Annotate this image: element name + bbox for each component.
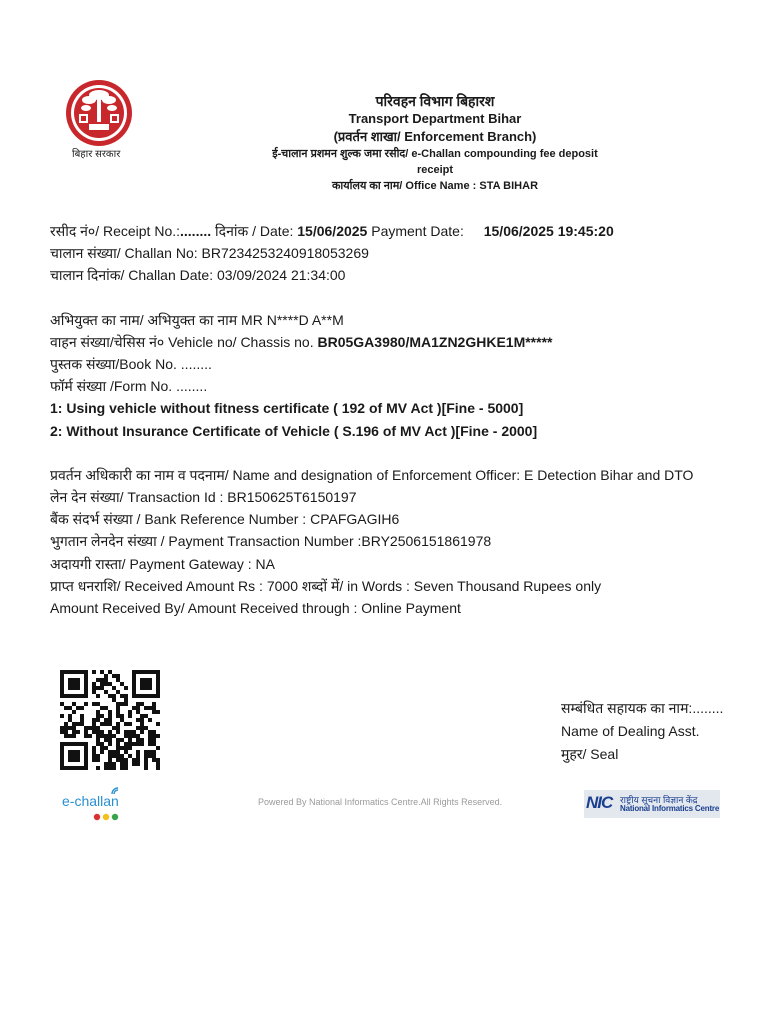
book-no: पुस्तक संख्या/Book No. ........ — [50, 356, 212, 373]
challan-no: चालान संख्या/ Challan No: BR7234253240918053269 — [50, 245, 369, 262]
receipt-header — [160, 92, 710, 194]
received-amount: प्राप्त धनराशि/ Received Amount Rs : 7000 शब्दों में/ in Words : Seven Thousand Rupees only — [50, 577, 602, 594]
nic-hindi-name: राष्ट्रीय सूचना विज्ञान केंद्र — [620, 795, 698, 805]
office-name: कार्यालय का नाम/ Office Name : STA BIHAR — [331, 180, 539, 192]
accused-name: अभियुक्त का नाम/ अभियुक्त का नाम MR N****D A**M — [50, 311, 344, 328]
payment-date: 15/06/2025 19:45:20 — [483, 223, 614, 239]
receipt-title-continued: receipt — [416, 164, 454, 176]
offence-1: 1: Using vehicle without fitness certificate ( 192 of MV Act )[Fine - 5000] — [50, 400, 524, 417]
received-through: Amount Received By/ Amount Received through : Online Payment — [50, 600, 461, 617]
payment-date-label: Payment Date: — [371, 223, 464, 239]
vehicle-label: वाहन संख्या/चेसिस नं० Vehicle no/ Chassis no. — [50, 333, 314, 350]
challan-date: चालान दिनांक/ Challan Date: 03/09/2024 21:34:00 — [50, 267, 346, 284]
vehicle-line — [50, 331, 730, 353]
vehicle-number: BR05GA3980/MA1ZN2GHKE1M***** — [317, 333, 553, 350]
echallan-wordmark: e-challan — [62, 793, 119, 809]
payment-gateway: अदायगी रास्ता/ Payment Gateway : NA — [50, 555, 275, 572]
receipt-no-label: रसीद नं०/ Receipt No.: — [50, 223, 181, 239]
dealing-assistant-name: सम्बंधित सहायक का नाम:........ — [561, 700, 724, 716]
receipt-no: ........ — [180, 223, 212, 239]
logo-caption: बिहार सरकार — [72, 149, 121, 160]
date-label: दिनांक / Date: — [215, 223, 294, 239]
nic-logo — [584, 790, 720, 818]
qr-code — [60, 670, 160, 770]
nic-mark: NIC — [586, 793, 613, 812]
bank-reference: बैंक संदर्भ संख्या / Bank Reference Number : CPAFGAGIH6 — [50, 511, 400, 528]
powered-by-text: Powered By National Informatics Centre.All Rights Reserved. — [258, 797, 503, 807]
bihar-government-emblem — [64, 78, 134, 148]
receipt-date: 15/06/2025 — [297, 223, 368, 239]
receipt-body — [50, 220, 730, 619]
offence-2: 2: Without Insurance Certificate of Vehicle ( S.196 of MV Act )[Fine - 2000] — [50, 422, 538, 439]
nic-english-name: National Informatics Centre — [620, 804, 720, 813]
payment-transaction-number: भुगतान लेनदेन संख्या / Payment Transaction Number :BRY2506151861978 — [50, 533, 492, 550]
receipt-title: ई-चालान प्रशमन शुल्क जमा रसीद/ e-Challan compounding fee deposit — [272, 148, 598, 160]
dealing-assistant-label: Name of Dealing Asst. — [561, 723, 700, 739]
echallan-logo — [60, 786, 130, 822]
seal-label: मुहर/ Seal — [561, 746, 619, 762]
department-english: Transport Department Bihar — [348, 111, 522, 126]
transaction-id: लेन देन संख्या/ Transaction Id : BR150625T6150197 — [50, 489, 357, 506]
form-no: फॉर्म संख्या /Form No. ........ — [50, 378, 208, 395]
enforcement-branch: (प्रवर्तन शाखा/ Enforcement Branch) — [333, 129, 537, 144]
department-hindi: परिवहन विभाग बिहारश — [375, 93, 495, 109]
dealing-assistant — [561, 697, 723, 766]
receipt-line — [50, 220, 730, 242]
enforcement-officer: प्रवर्तन अधिकारी का नाम व पदनाम/ Name and designation of Enforcement Officer: E Detection Bihar and DTO — [50, 466, 694, 483]
